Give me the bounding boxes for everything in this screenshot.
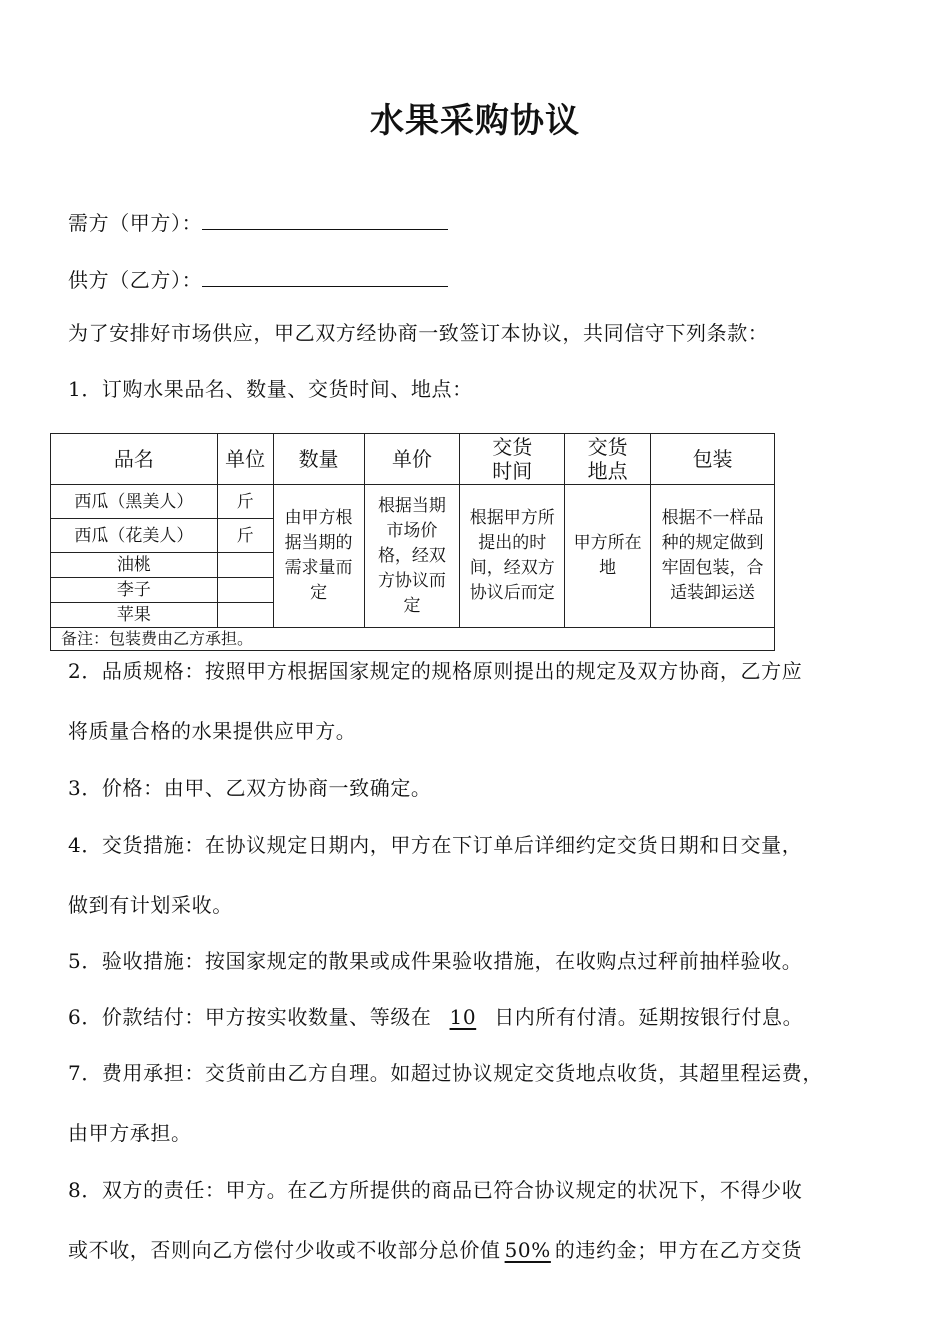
table-note: 备注：包装费由乙方承担。	[51, 628, 775, 651]
table-row	[51, 485, 775, 519]
clause-8-line-2	[68, 1236, 802, 1264]
party-a-line	[68, 207, 448, 237]
row-unit: 斤	[217, 519, 273, 553]
clause-8-line-1: 8．双方的责任：甲方。在乙方所提供的商品已符合协议规定的状况下，不得少收	[68, 1178, 803, 1202]
order-table	[50, 433, 775, 651]
clause-4-line-2: 做到有计划采收。	[68, 893, 233, 917]
table-header-row	[51, 434, 775, 485]
clause-6-suffix: 日内所有付清。延期按银行付息。	[494, 1005, 804, 1029]
row-unit	[217, 578, 273, 603]
header-time: 交货时间	[460, 434, 565, 485]
clause-7-line-1: 7．费用承担：交货前由乙方自理。如超过协议规定交货地点收货，其超里程运费，	[68, 1061, 823, 1085]
party-b-blank	[202, 264, 448, 287]
payment-days: 10	[449, 1005, 477, 1029]
qty-cell: 由甲方根据当期的需求量而定	[273, 485, 364, 628]
intro-text: 为了安排好市场供应，甲乙双方经协商一致签订本协议，共同信守下列条款：	[68, 321, 769, 345]
row-name: 李子	[51, 578, 218, 603]
place-cell: 甲方所在地	[565, 485, 651, 628]
document-title: 水果采购协议	[370, 101, 580, 141]
table-note-row	[51, 628, 775, 651]
clause-3: 3．价格：由甲、乙双方协商一致确定。	[68, 776, 432, 800]
time-cell: 根据甲方所提出的时间，经双方协议后而定	[460, 485, 565, 628]
header-name: 品名	[51, 434, 218, 485]
row-name: 西瓜（花美人）	[51, 519, 218, 553]
row-name: 苹果	[51, 603, 218, 628]
clause-8-prefix: 或不收，否则向乙方偿付少收或不收部分总价值	[68, 1238, 501, 1262]
clause-4-line-1: 4．交货措施：在协议规定日期内，甲方在下订单后详细约定交货日期和日交量，	[68, 833, 803, 857]
penalty-percent: 50%	[504, 1238, 551, 1262]
party-a-label: 需方（甲方）：	[68, 211, 203, 235]
row-unit	[217, 603, 273, 628]
row-name: 油桃	[51, 553, 218, 578]
clause-1: 1．订购水果品名、数量、交货时间、地点：	[68, 377, 473, 401]
clause-7-line-2: 由甲方承担。	[68, 1121, 192, 1145]
clause-6-prefix: 6．价款结付：甲方按实收数量、等级在	[68, 1005, 432, 1029]
party-b-label: 供方（乙方）：	[68, 268, 203, 292]
clause-6	[68, 1003, 803, 1031]
row-unit: 斤	[217, 485, 273, 519]
header-unit: 单位	[217, 434, 273, 485]
row-unit	[217, 553, 273, 578]
party-a-blank	[202, 207, 448, 230]
header-qty: 数量	[273, 434, 364, 485]
clause-2-line-1: 2．品质规格：按照甲方根据国家规定的规格原则提出的规定及双方协商，乙方应	[68, 659, 803, 683]
clause-5: 5．验收措施：按国家规定的散果或成件果验收措施，在收购点过秤前抽样验收。	[68, 949, 803, 973]
clause-2-line-2: 将质量合格的水果提供应甲方。	[68, 719, 357, 743]
header-price: 单价	[364, 434, 460, 485]
price-cell: 根据当期市场价格，经双方协议而定	[364, 485, 460, 628]
header-place: 交货地点	[565, 434, 651, 485]
party-b-line	[68, 264, 448, 294]
header-pack: 包装	[651, 434, 775, 485]
row-name: 西瓜（黑美人）	[51, 485, 218, 519]
pack-cell: 根据不一样品种的规定做到牢固包装，合适装卸运送	[651, 485, 775, 628]
clause-8-suffix: 的违约金；甲方在乙方交货	[554, 1238, 803, 1262]
